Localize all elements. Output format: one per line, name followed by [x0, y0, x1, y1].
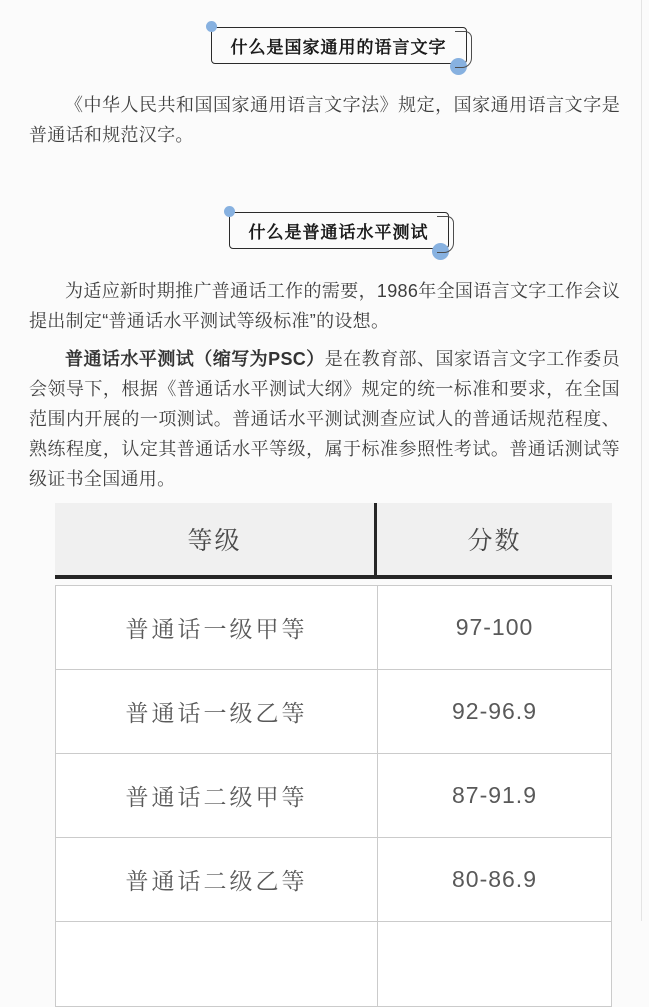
page-edge-divider: [641, 0, 642, 921]
section-2-title-row: [29, 212, 620, 249]
table-row: [56, 586, 611, 670]
table-header-row: [55, 503, 612, 579]
score-cell: 92-96.9: [451, 698, 537, 724]
level-cell: 普通话二级乙等: [56, 838, 378, 921]
section-1-title-row: [29, 0, 620, 64]
accent-dot-icon: [224, 206, 235, 217]
score-cell: 80-86.9: [451, 866, 537, 892]
section-1-title-box: [211, 27, 467, 64]
psc-description-text: 是在教育部、国家语言文字工作委员会领导下，根据《普通话水平测试大纲》规定的统一标准和要求，在全国范围内开展的一项测试。普通话水平测试测查应试人的普通话规范程度、熟练程度，认定其普通话水平等级，属于标准参照性考试。普通话测试等级证书全国通用。: [29, 349, 620, 489]
table-row: [56, 754, 611, 838]
section-2-title-text: 什么是普通话水平测试: [248, 223, 429, 242]
level-cell: 普通话一级乙等: [56, 670, 378, 753]
score-cell: 97-100: [455, 614, 534, 640]
table-body: [55, 585, 612, 1007]
section-2-title-box: [229, 212, 449, 249]
paragraph-law-definition: 《中华人民共和国国家通用语言文字法》规定，国家通用语言文字是普通话和规范汉字。: [29, 95, 620, 145]
table-header-score: 分数: [467, 527, 522, 555]
paragraph-history: 为适应新时期推广普通话工作的需要，1986年全国语言文字工作会议提出制定“普通话水平测试等级标准”的设想。: [29, 281, 620, 331]
score-cell: 87-91.9: [451, 782, 537, 808]
section-1-title-text: 什么是国家通用的语言文字: [230, 38, 447, 57]
table-row: [56, 838, 611, 922]
accent-dot-icon: [206, 21, 217, 32]
table-header-level: 等级: [55, 503, 377, 575]
level-cell: 普通话一级甲等: [56, 586, 378, 669]
table-row: [56, 670, 611, 754]
score-cell: [378, 922, 611, 1006]
accent-dot-icon: [432, 243, 449, 260]
psc-bold-lead: 普通话水平测试（缩写为PSC）: [65, 349, 325, 369]
level-cell: [56, 922, 378, 1006]
paragraph-psc-description: [29, 344, 620, 494]
level-cell: 普通话二级甲等: [56, 754, 378, 837]
score-table: [55, 503, 612, 1007]
accent-dot-icon: [450, 58, 467, 75]
table-row-partial: [56, 922, 611, 1006]
